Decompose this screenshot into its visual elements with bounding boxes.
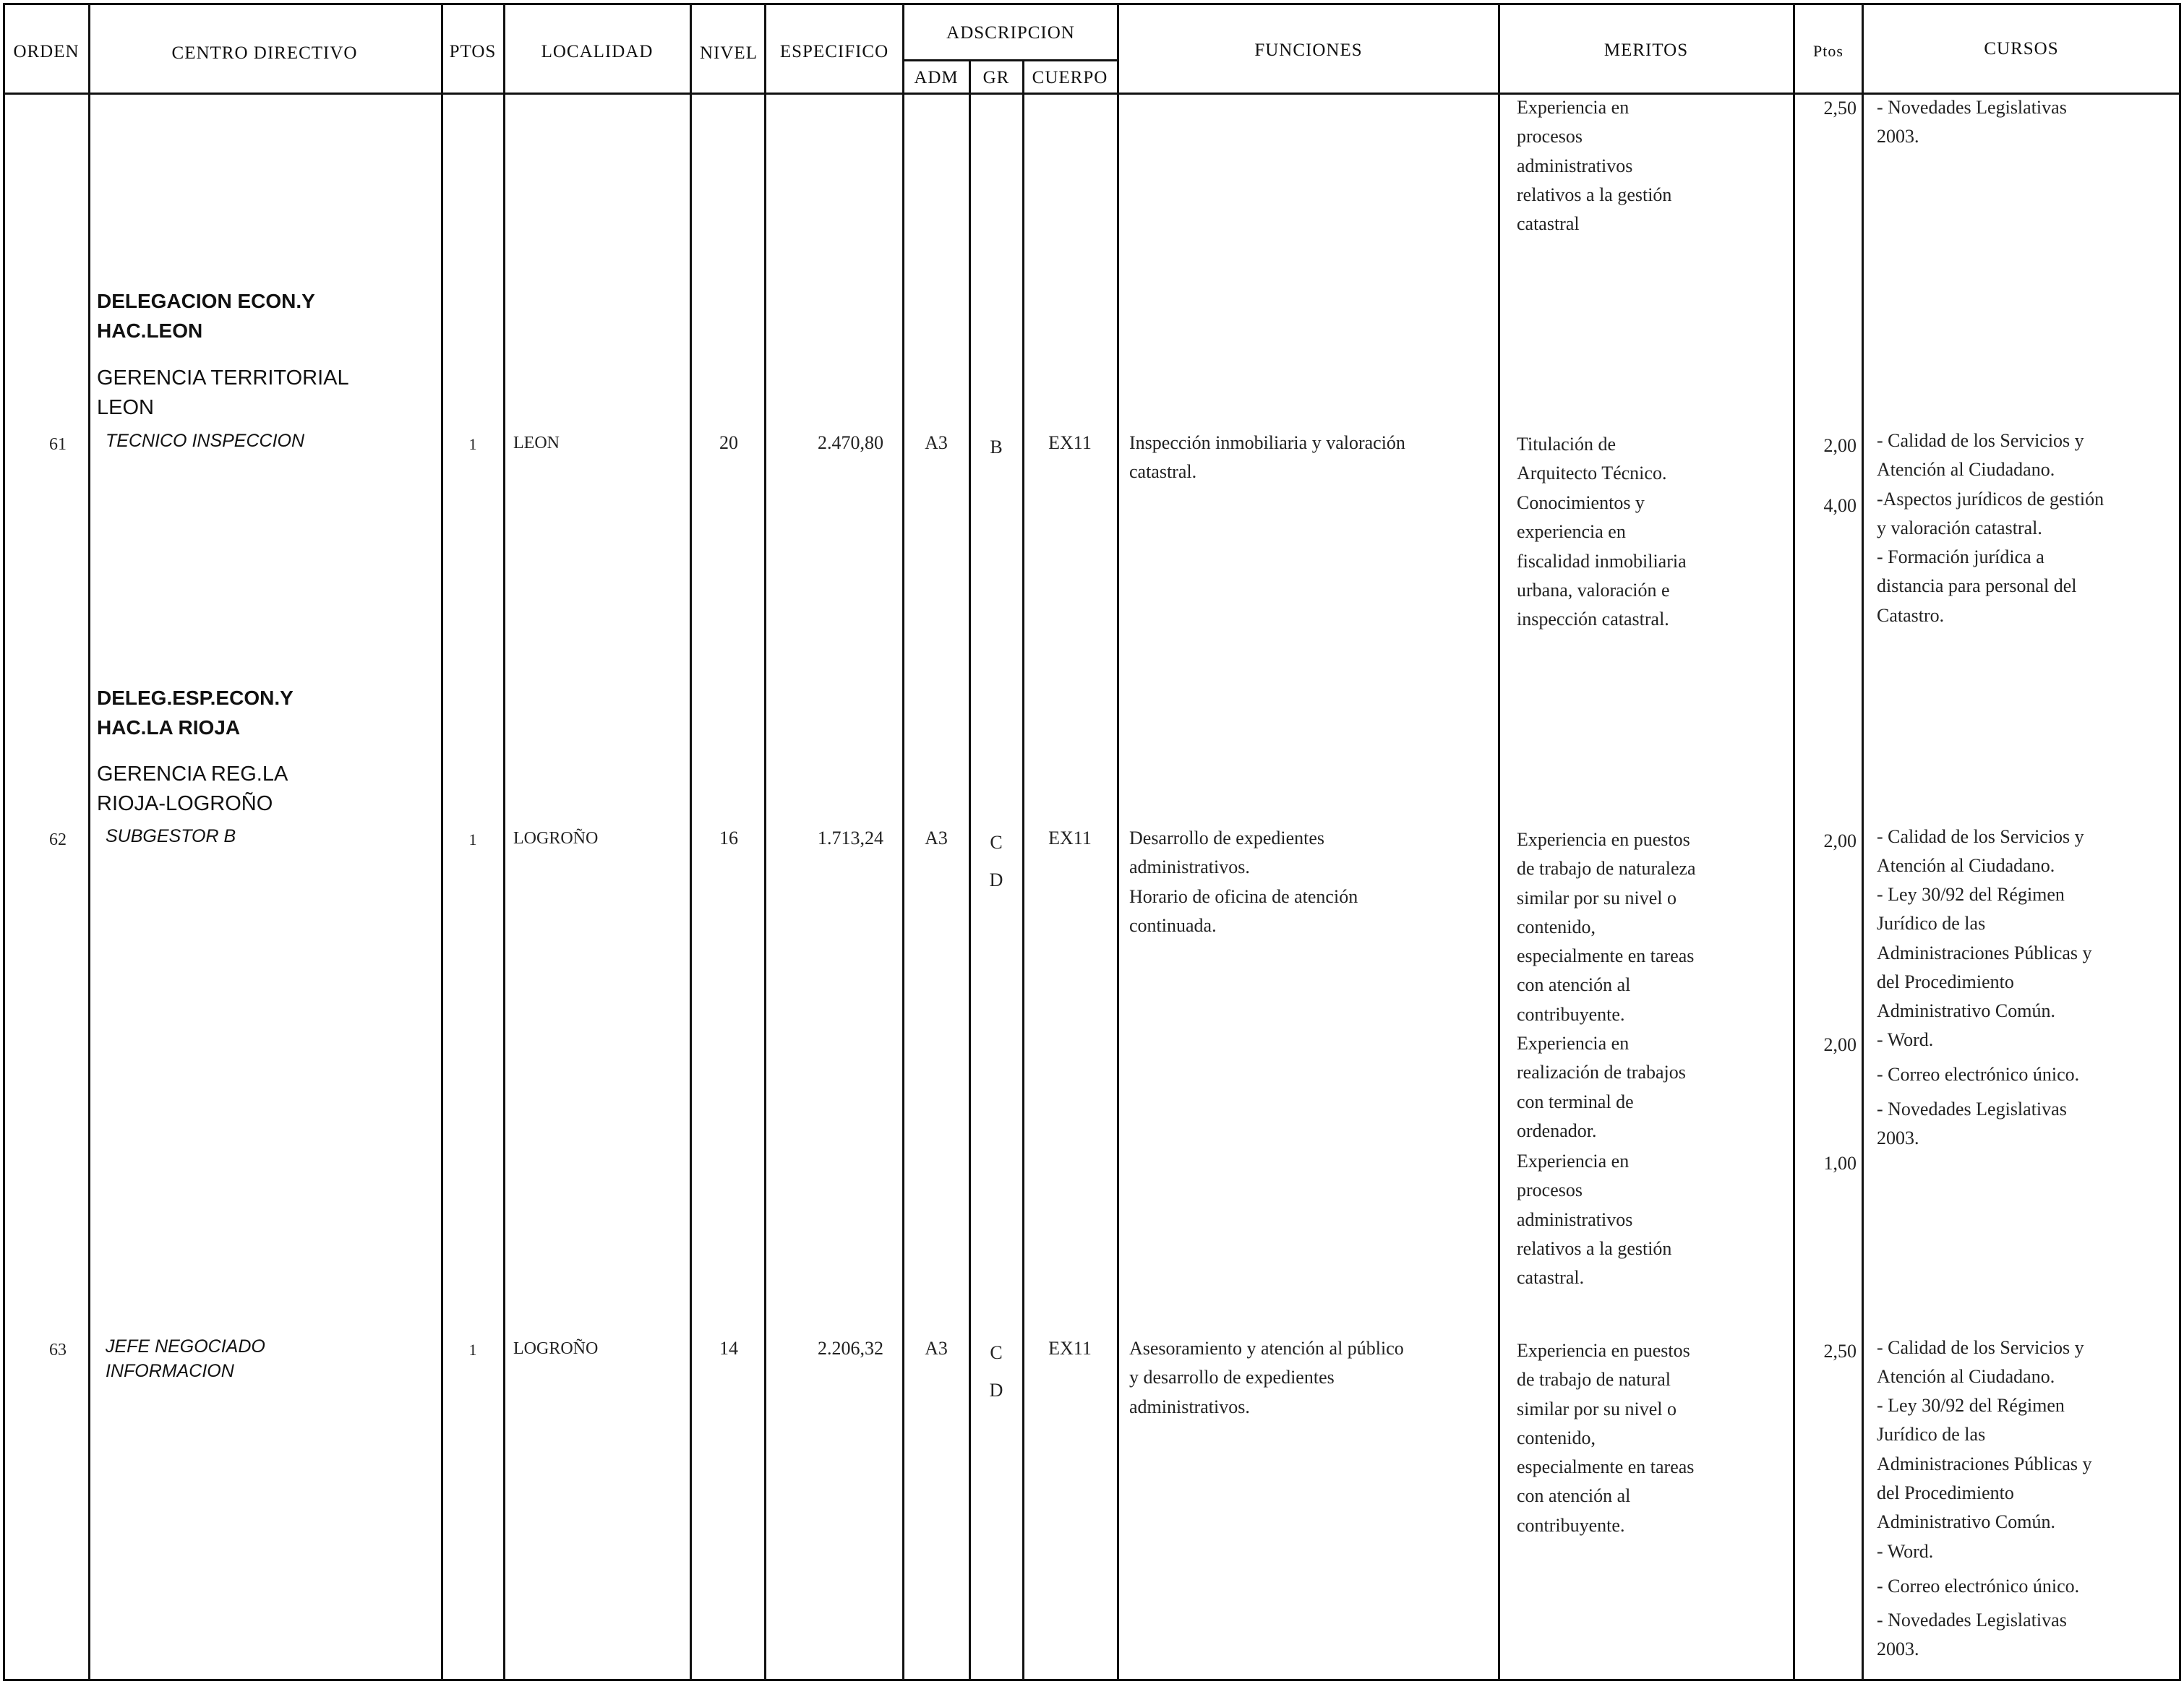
col-line (690, 3, 692, 1681)
row-funciones: Asesoramiento y atención al público y desarrollo de expedientes administrativos. (1129, 1338, 1404, 1417)
col-line (503, 3, 505, 1681)
row-meritos-item: Experiencia en realización de trabajos con terminal de ordenador. (1517, 1033, 1686, 1141)
row-funciones: Desarrollo de expedientes administrativos. Horario de oficina de atención continuada. (1129, 828, 1358, 936)
row-cuerpo: EX11 (1048, 432, 1092, 453)
col-line (1862, 3, 1864, 1681)
adscripcion-divider (902, 59, 1119, 61)
col-line (1117, 3, 1119, 1681)
row-cursos-item: - Ley 30/92 del Régimen Jurídico de las Administraciones Públicas y del Procedimiento Administrativo Común. (1877, 1395, 2092, 1533)
row-especifico: 2.470,80 (818, 432, 883, 453)
delegacion-name: DELEGACION ECON.Y HAC.LEON (97, 290, 315, 342)
row-meritos-item: Experiencia en puestos de trabajo de natural similar por su nivel o contenido, especialmente en tareas con atención al contribuyente. (1517, 1340, 1695, 1536)
cursos-text: - Novedades Legislativas 2003. (1877, 97, 2067, 147)
row-cursos-item: - Novedades Legislativas 2003. (1877, 1610, 2067, 1660)
header-orden: ORDEN (13, 42, 80, 61)
row-adm: A3 (925, 432, 948, 453)
header-ptos-meritos: Ptos (1813, 42, 1843, 60)
col-line (1793, 3, 1795, 1681)
row-cursos-item: - Ley 30/92 del Régimen Jurídico de las Administraciones Públicas y del Procedimiento Administrativo Común. (1877, 884, 2092, 1022)
header-localidad: LOCALIDAD (541, 42, 654, 61)
row-adm: A3 (925, 828, 948, 849)
header-ptos: PTOS (449, 42, 497, 61)
col-line (3, 3, 5, 1681)
row-localidad: LOGROÑO (513, 1339, 599, 1358)
col-line (1498, 3, 1500, 1681)
row-meritos-ptos: 2,00 (1823, 830, 1857, 851)
row-nivel: 14 (719, 1338, 738, 1359)
col-line (902, 3, 904, 1681)
header-funciones: FUNCIONES (1254, 40, 1363, 60)
row-cursos-item: - Correo electrónico único. (1877, 1576, 2080, 1597)
row-especifico: 1.713,24 (818, 828, 883, 849)
row-cursos-item: - Calidad de los Servicios y Atención al Ciudadano. (1877, 1337, 2084, 1388)
row-meritos-ptos: 2,00 (1823, 1034, 1857, 1055)
col-line (2179, 3, 2181, 1681)
meritos-text: Experiencia en procesos administrativos relativos a la gestión catastral (1517, 97, 1672, 235)
col-line (969, 59, 971, 1681)
header-adm: ADM (914, 68, 959, 87)
row-ptos: 1 (468, 1341, 477, 1359)
col-line (88, 3, 90, 1681)
row-cursos-item: - Correo electrónico único. (1877, 1064, 2080, 1085)
row-orden: 62 (49, 830, 67, 849)
row-meritos-item: Conocimientos y experiencia en fiscalidad inmobiliaria urbana, valoración e inspección catastral. (1517, 492, 1687, 630)
row-gr: B (990, 437, 1003, 457)
row-localidad: LEON (513, 434, 560, 452)
header-especifico: ESPECIFICO (779, 42, 889, 61)
header-adscripcion: ADSCRIPCION (946, 23, 1075, 43)
row-meritos-ptos: 2,00 (1823, 435, 1857, 456)
row-meritos-ptos: 2,50 (1823, 1341, 1857, 1362)
row-cursos-item: - Word. (1877, 1541, 1934, 1562)
meritos-ptos: 2,50 (1823, 98, 1857, 119)
row-cuerpo: EX11 (1048, 828, 1092, 849)
col-line (764, 3, 766, 1681)
gerencia-name: GERENCIA REG.LA RIOJA-LOGROÑO (97, 762, 288, 815)
table-bottom-border (3, 1679, 2181, 1681)
row-meritos-ptos: 4,00 (1823, 495, 1857, 516)
row-cursos-item: - Formación jurídica a distancia para personal del Catastro. (1877, 546, 2077, 626)
gerencia-name: GERENCIA TERRITORIAL LEON (97, 366, 349, 419)
header-gr: GR (982, 68, 1010, 87)
row-nivel: 20 (719, 432, 738, 453)
delegacion-name: DELEG.ESP.ECON.Y HAC.LA RIOJA (97, 687, 294, 739)
row-ptos: 1 (468, 435, 477, 453)
row-localidad: LOGROÑO (513, 829, 599, 848)
row-orden: 63 (49, 1341, 67, 1359)
row-meritos-ptos: 1,00 (1823, 1153, 1857, 1174)
row-cuerpo: EX11 (1048, 1338, 1092, 1359)
row-especifico: 2.206,32 (818, 1338, 883, 1359)
header-cursos: CURSOS (1984, 39, 2059, 59)
row-meritos-item: Experiencia en procesos administrativos relativos a la gestión catastral. (1517, 1151, 1672, 1289)
header-cuerpo: CUERPO (1032, 68, 1108, 87)
row-cursos-item: - Calidad de los Servicios y Atención al Ciudadano. (1877, 430, 2084, 481)
header-meritos: MERITOS (1603, 40, 1689, 60)
row-gr: C D (989, 832, 1003, 890)
row-cursos-item: -Aspectos jurídicos de gestión y valoración catastral. (1877, 489, 2104, 539)
row-nivel: 16 (719, 828, 738, 849)
row-funciones: Inspección inmobiliaria y valoración catastral. (1129, 432, 1405, 483)
col-line (1022, 59, 1024, 1681)
row-meritos-item: Experiencia en puestos de trabajo de naturaleza similar por su nivel o contenido, especialmente en tareas con atención al contribuyente. (1517, 829, 1696, 1025)
row-cursos-item: - Word. (1877, 1029, 1934, 1050)
col-line (441, 3, 443, 1681)
row-meritos-item: Titulación de Arquitecto Técnico. (1517, 434, 1667, 484)
table-top-border (3, 3, 2181, 5)
row-gr: C D (989, 1342, 1003, 1401)
row-puesto: SUBGESTOR B (106, 826, 236, 846)
row-puesto: JEFE NEGOCIADO INFORMACION (106, 1336, 265, 1381)
row-adm: A3 (925, 1338, 948, 1359)
row-puesto: TECNICO INSPECCION (106, 431, 305, 451)
row-cursos-item: - Novedades Legislativas 2003. (1877, 1099, 2067, 1149)
header-nivel: NIVEL (700, 43, 758, 63)
header-centro-directivo: CENTRO DIRECTIVO (171, 43, 358, 63)
row-cursos-item: - Calidad de los Servicios y Atención al Ciudadano. (1877, 826, 2084, 877)
row-orden: 61 (49, 435, 67, 454)
row-ptos: 1 (468, 830, 477, 849)
